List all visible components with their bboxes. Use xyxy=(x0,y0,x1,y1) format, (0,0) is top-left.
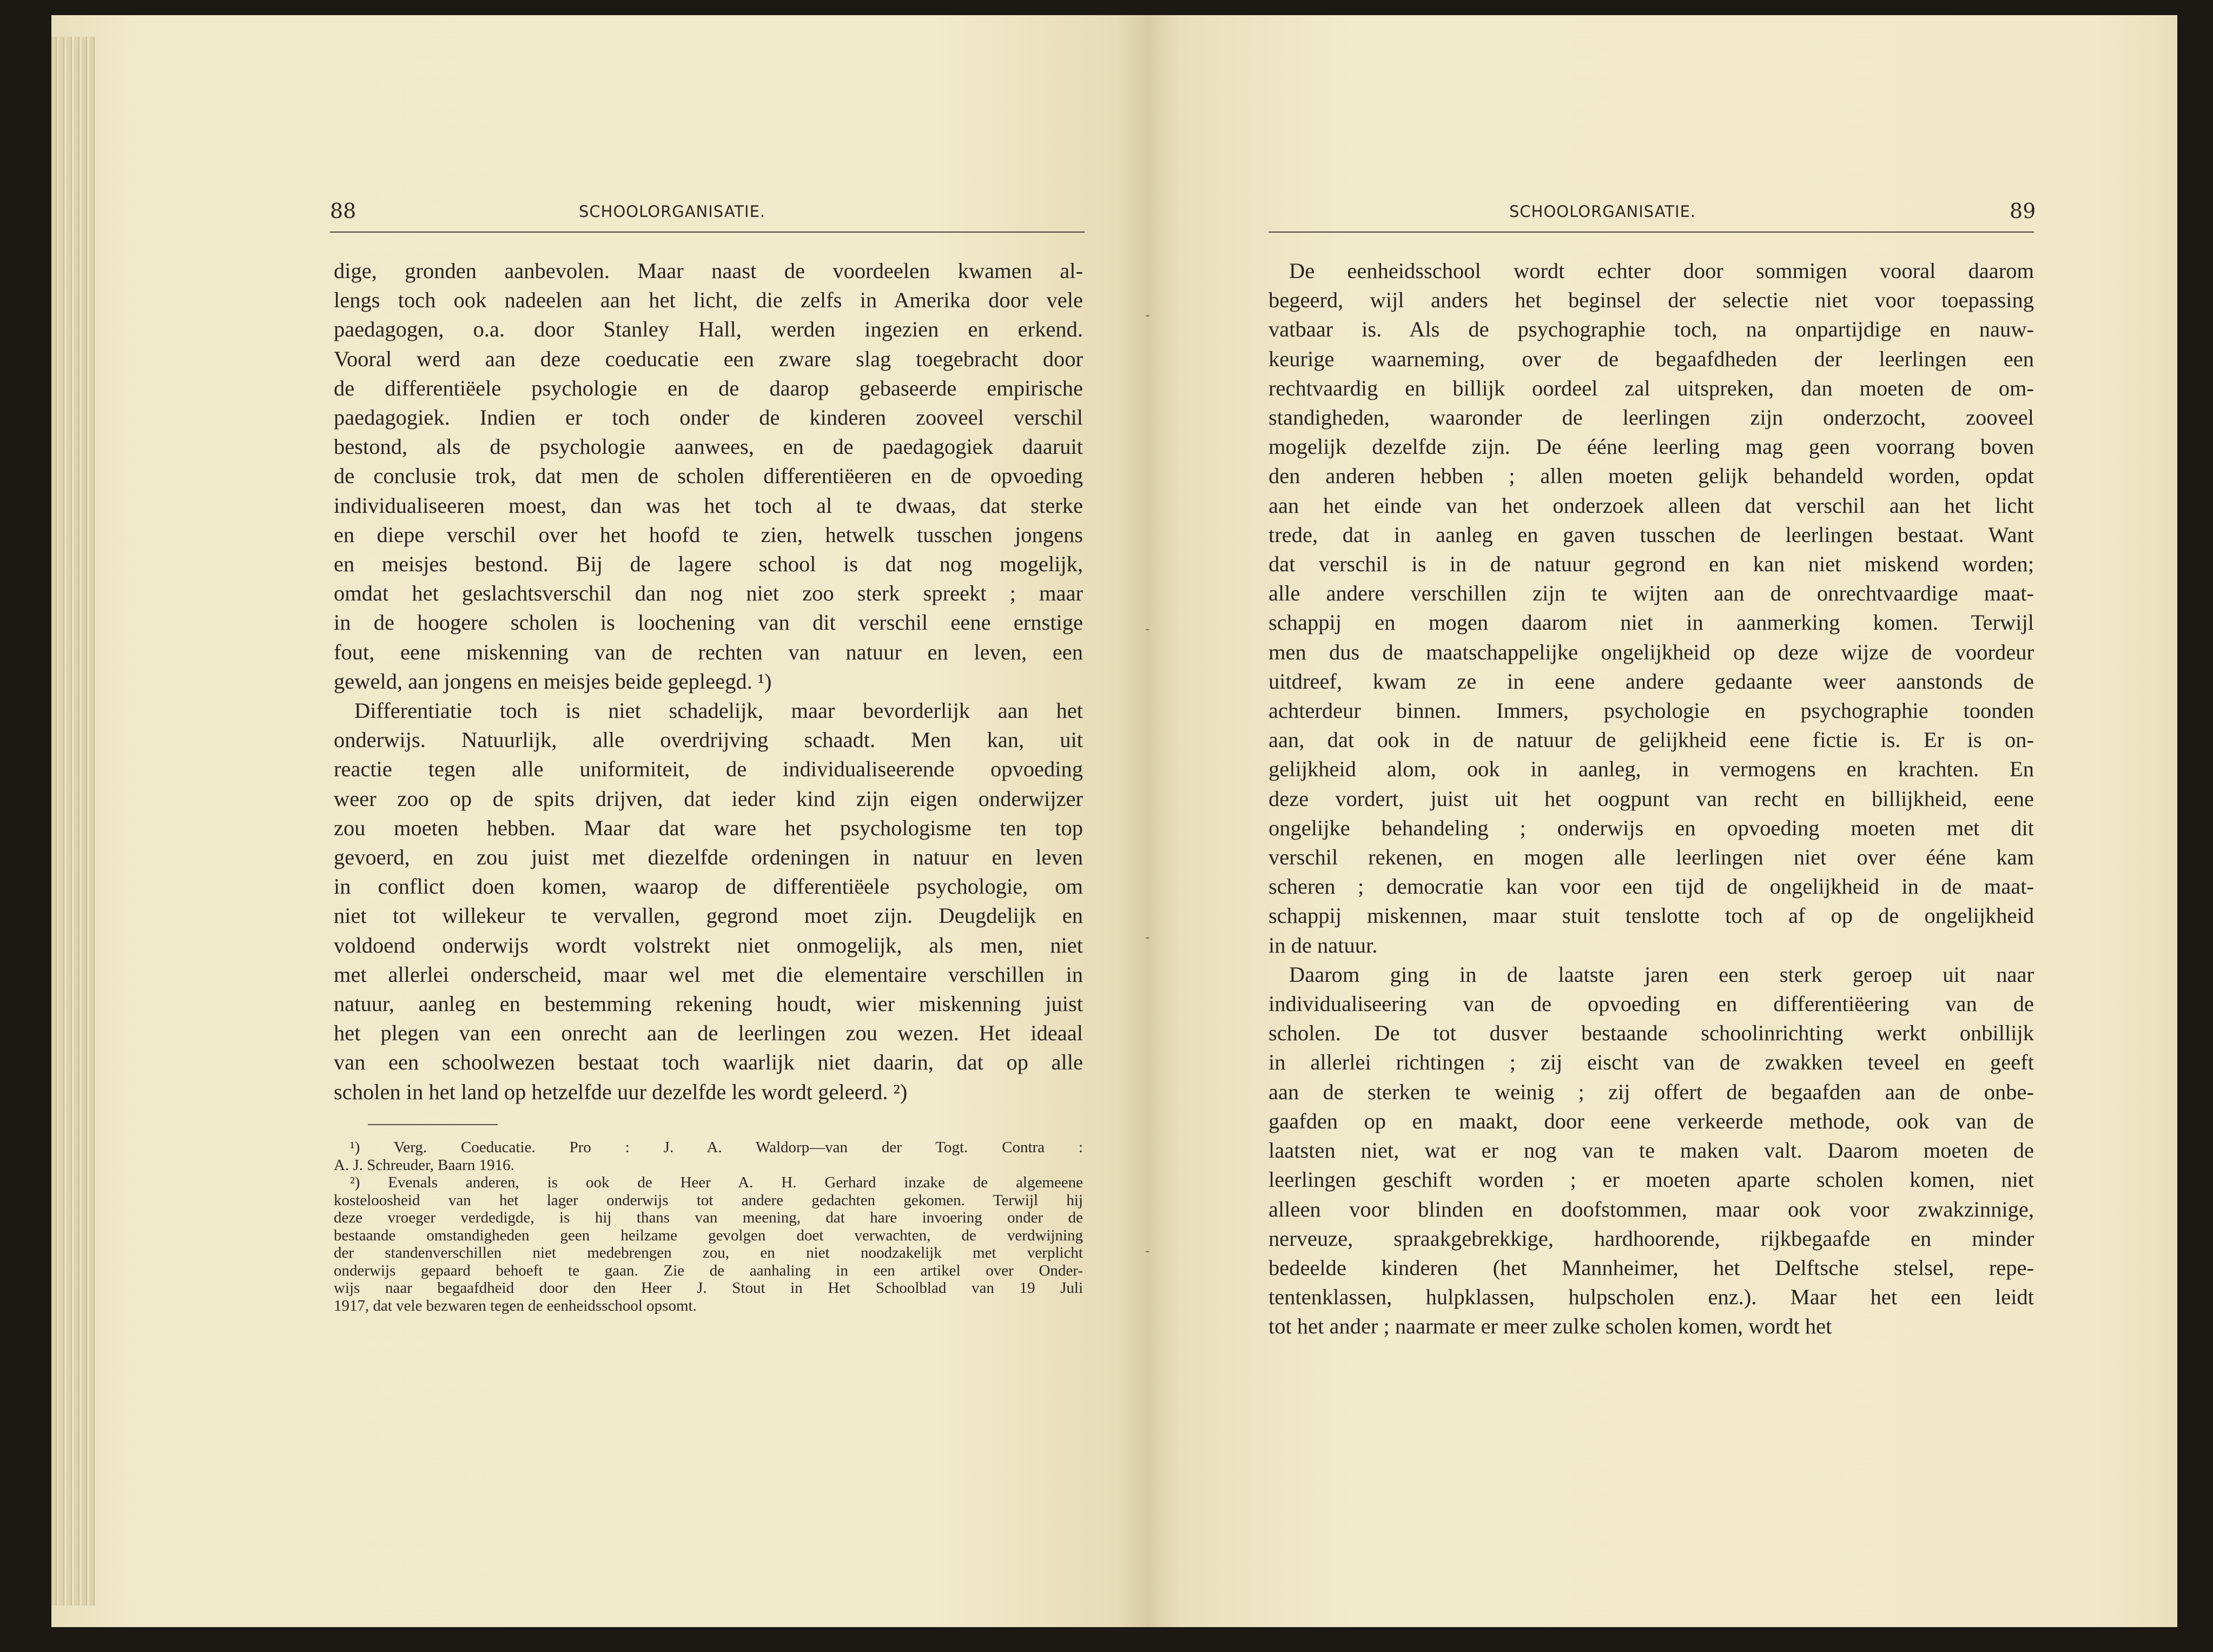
text-line: dige, gronden aanbevolen. Maar naast de voordeelen kwamen al- xyxy=(334,259,1083,283)
text-line: niet tot willekeur te vervallen, gegrond moet zijn. Deugdelijk en xyxy=(334,903,1083,928)
text-line: onderwijs. Natuurlijk, alle overdrijving schaadt. Men kan, uit xyxy=(334,728,1083,752)
text-line: lengs toch ook nadeelen aan het licht, die zelfs in Amerika door vele xyxy=(334,288,1083,313)
text-line: en diepe verschil over het hoofd te zien, hetwelk tusschen jongens xyxy=(334,522,1083,547)
left-body-text xyxy=(334,256,1083,1107)
text-line: in de hoogere scholen is loochening van dit verschil eene ernstige xyxy=(334,610,1083,635)
text-line: omdat het geslachtsverschil dan nog niet zoo sterk spreekt ; maar xyxy=(334,581,1083,606)
text-line: gelijkheid alom, ook in aanleg, in vermogens en krachten. En xyxy=(1269,757,2034,782)
text-line: gaafden op en maakt, door eene verkeerde methode, ook van de xyxy=(1269,1108,2034,1133)
text-line: paedagogen, o.a. door Stanley Hall, werden ingezien en erkend. xyxy=(334,317,1083,342)
text-line: natuur, aanleg en bestemming rekening houdt, wier miskenning juist xyxy=(334,992,1083,1016)
right-page xyxy=(1145,15,2177,1627)
page-number: 89 xyxy=(2010,199,2036,223)
text-line: in allerlei richtingen ; zij eischt van de zwakken teveel en geeft xyxy=(1269,1050,2034,1075)
gutter-mark: ‐ xyxy=(1145,307,1150,323)
text-line: het plegen van een onrecht aan de leerlingen zou wezen. Het ideaal xyxy=(334,1021,1083,1046)
text-line: nerveuze, spraakgebrekkige, hardhoorende, rijkbegaafde en minder xyxy=(1269,1226,2034,1251)
text-line: met allerlei onderscheid, maar wel met die elementaire verschillen in xyxy=(334,962,1083,987)
text-line: schappij miskennen, maar stuit tenslotte toch af op de ongelijkheid xyxy=(1269,903,2034,928)
footnote-line: A. J. Schreuder, Baarn 1916. xyxy=(334,1156,514,1174)
footnotes xyxy=(334,1139,1083,1314)
text-line: scheren ; democratie kan voor een tijd de ongelijkheid in de maat- xyxy=(1269,874,2034,899)
text-line: bestond, als de psychologie aanwees, en de paedagogiek daaruit xyxy=(334,434,1083,459)
text-line: en meisjes bestond. Bij de lagere school is dat nog mogelijk, xyxy=(334,552,1083,577)
text-line: tentenklassen, hulpklassen, hulpscholen enz.). Maar het een leidt xyxy=(1269,1285,2034,1310)
text-line: dat verschil is in de natuur gegrond en kan niet miskend worden; xyxy=(1269,552,2034,577)
text-line: gevoerd, en zou juist met diezelfde ordeningen in natuur en leven xyxy=(334,845,1083,870)
running-head-title: SCHOOLORGANISATIE. xyxy=(1509,202,1696,221)
text-line: geweld, aan jongens en meisjes beide gepleegd. ¹) xyxy=(334,669,772,693)
text-line: van een schoolwezen bestaat toch waarlijk niet daarin, dat op alle xyxy=(334,1050,1083,1075)
text-line: uitdreef, kwam ze in eene andere gedaante weer aanstonds de xyxy=(1269,669,2034,693)
text-line: mogelijk dezelfde zijn. De ééne leerling mag geen voorrang boven xyxy=(1269,434,2034,459)
running-head-title: SCHOOLORGANISATIE. xyxy=(579,202,766,221)
text-line: de differentiëele psychologie en de daarop gebaseerde empirische xyxy=(334,375,1083,400)
text-line: paedagogiek. Indien er toch onder de kinderen zooveel verschil xyxy=(334,405,1083,430)
text-line: rechtvaardig en billijk oordeel zal uitspreken, dan moeten de om- xyxy=(1269,375,2034,400)
text-line: in de natuur. xyxy=(1269,933,1378,957)
page-stack-edge xyxy=(82,37,87,1605)
text-line: voldoend onderwijs wordt volstrekt niet onmogelijk, als men, niet xyxy=(334,933,1083,957)
running-head xyxy=(1269,199,2034,233)
text-line: schappij en mogen daarom niet in aanmerking komen. Terwijl xyxy=(1269,610,2034,635)
text-line: Daarom ging in de laatste jaren een sterk geroep uit naar xyxy=(1289,962,2034,987)
text-line: standigheden, waaronder de leerlingen zijn onderzocht, zooveel xyxy=(1269,405,2034,430)
text-line: scholen in het land op hetzelfde uur dezelfde les wordt geleerd. ²) xyxy=(334,1079,908,1104)
page-stack-edge xyxy=(89,37,95,1605)
page-stack-edge xyxy=(51,37,57,1605)
text-line: reactie tegen alle uniformiteit, de individualiseerende opvoeding xyxy=(334,757,1083,782)
text-line: leerlingen geschift worden ; er moeten aparte scholen komen, niet xyxy=(1269,1167,2034,1192)
text-line: weer zoo op de spits drijven, dat ieder kind zijn eigen onderwijzer xyxy=(334,786,1083,811)
gutter-mark: ‐ xyxy=(1145,621,1150,637)
footnote-line: bestaande omstandigheden geen heilzame gevolgen doet verwachten, de verdwijning xyxy=(334,1226,1083,1244)
page-stack-edge xyxy=(74,37,80,1605)
text-line: scholen. De tot dusver bestaande schoolinrichting werkt onbillijk xyxy=(1269,1021,2034,1046)
text-line: Differentiatie toch is niet schadelijk, maar bevorderlijk aan het xyxy=(354,698,1083,723)
gutter-mark: ‐ xyxy=(1145,1243,1150,1259)
page-stack-edge xyxy=(67,37,72,1605)
text-line: aan de sterken te weinig ; zij offert de begaafden aan de onbe- xyxy=(1269,1079,2034,1104)
text-line: alleen voor blinden en doofstommen, maar ook voor zwakzinnige, xyxy=(1269,1197,2034,1221)
footnote-line: wijs naar begaafdheid door den Heer J. Stout in Het Schoolblad van 19 Juli xyxy=(334,1279,1083,1297)
text-line: Vooral werd aan deze coeducatie een zware slag toegebracht door xyxy=(334,346,1083,371)
text-line: begeerd, wijl anders het beginsel der selectie niet voor toepassing xyxy=(1269,288,2034,313)
left-page xyxy=(51,15,1150,1627)
right-body-text xyxy=(1269,256,2034,1342)
text-line: individualiseering van de opvoeding en differentiëering van de xyxy=(1269,992,2034,1016)
text-line: aan, dat ook in de natuur de gelijkheid eene fictie is. Er is on- xyxy=(1269,728,2034,752)
footnote-line: ²) Evenals anderen, is ook de Heer A. H. Gerhard inzake de algemeene xyxy=(350,1174,1083,1191)
text-line: fout, eene miskenning van de rechten van natuur en leven, een xyxy=(334,639,1083,664)
text-line: ongelijke behandeling ; onderwijs en opvoeding moeten met dit xyxy=(1269,815,2034,840)
footnote-line: kosteloosheid van het lager onderwijs tot andere gedachten gekomen. Terwijl hij xyxy=(334,1191,1083,1209)
footnote-line: onderwijs gepaard behoeft te gaan. Zie de aanhaling in een artikel over Onder- xyxy=(334,1261,1083,1279)
page-number: 88 xyxy=(330,199,356,223)
footnote-line: ¹) Verg. Coeducatie. Pro : J. A. Waldorp—van der Togt. Contra : xyxy=(350,1139,1083,1156)
text-line: zou moeten hebben. Maar dat ware het psychologisme ten top xyxy=(334,815,1083,840)
running-head xyxy=(330,199,1085,233)
text-line: trede, dat in aanleg en gaven tusschen de leerlingen bestaat. Want xyxy=(1269,522,2034,547)
text-line: de conclusie trok, dat men de scholen differentiëeren en de opvoeding xyxy=(334,464,1083,488)
text-line: verschil rekenen, en mogen alle leerlingen niet over ééne kam xyxy=(1269,845,2034,870)
text-line: tot het ander ; naarmate er meer zulke scholen komen, wordt het xyxy=(1269,1314,1832,1339)
footnote-line: 1917, dat vele bezwaren tegen de eenheidsschool opsomt. xyxy=(334,1297,697,1314)
text-line: individualiseeren moest, dan was het toch al te dwaas, dat sterke xyxy=(334,493,1083,518)
text-line: bedeelde kinderen (het Mannheimer, het Delftsche stelsel, repe- xyxy=(1269,1255,2034,1280)
text-line: De eenheidsschool wordt echter door sommigen vooral daarom xyxy=(1289,259,2034,283)
footnote-line: der standenverschillen niet medebrengen zou, en niet noodzakelijk met verplicht xyxy=(334,1244,1083,1261)
text-line: deze vordert, juist uit het oogpunt van recht en billijkheid, eene xyxy=(1269,786,2034,811)
gutter-mark: ‐ xyxy=(1145,929,1150,946)
text-line: in conflict doen komen, waarop de differentiëele psychologie, om xyxy=(334,874,1083,899)
page-stack-edge xyxy=(59,37,64,1605)
footnote-rule xyxy=(368,1124,498,1125)
text-line: alle andere verschillen zijn te wijten aan de onrechtvaardige maat- xyxy=(1269,581,2034,606)
text-line: aan het einde van het onderzoek alleen dat verschil aan het licht xyxy=(1269,493,2034,518)
text-line: keurige waarneming, over de begaafdheden der leerlingen een xyxy=(1269,346,2034,371)
text-line: vatbaar is. Als de psychographie toch, na onpartijdige en nauw- xyxy=(1269,317,2034,342)
text-line: achterdeur binnen. Immers, psychologie en psychographie toonden xyxy=(1269,698,2034,723)
text-line: laatsten niet, wat er nog van te maken valt. Daarom moeten de xyxy=(1269,1138,2034,1163)
text-line: men dus de maatschappelijke ongelijkheid op deze wijze de voordeur xyxy=(1269,639,2034,664)
footnote-line: deze vroeger verdedigde, is hij thans van meening, dat hare invoering onder de xyxy=(334,1209,1083,1226)
text-line: den anderen hebben ; allen moeten gelijk behandeld worden, opdat xyxy=(1269,464,2034,488)
